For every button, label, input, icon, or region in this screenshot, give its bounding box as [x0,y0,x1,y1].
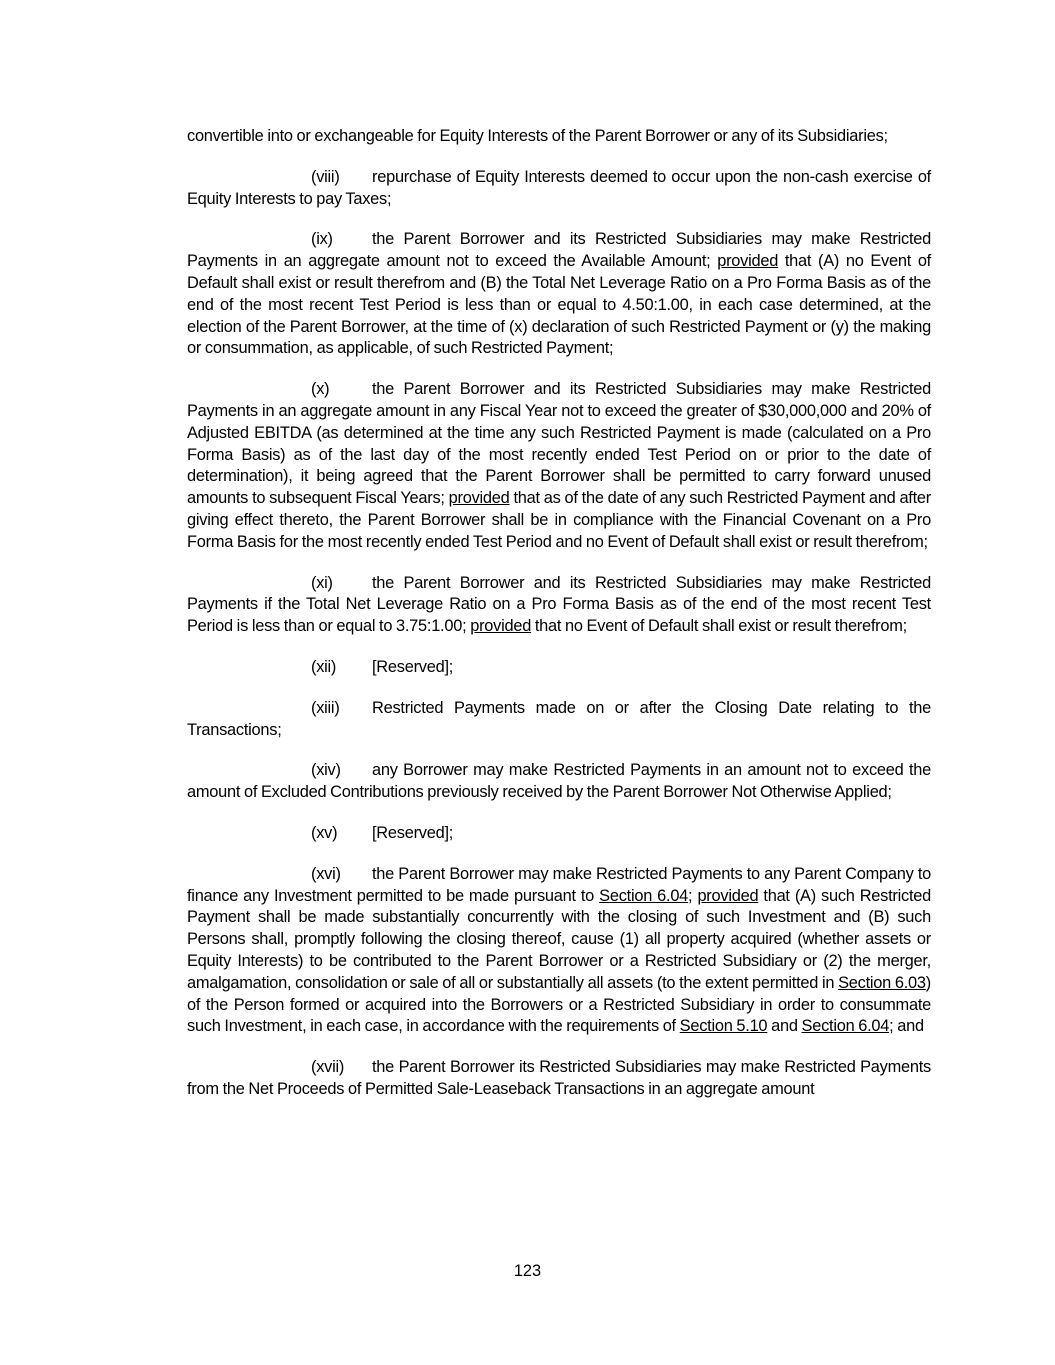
clause-number: (xii) [311,657,337,676]
clause-xii [187,657,931,679]
clause-number: (xv) [311,823,338,842]
clause-text: the Parent Borrower its Restricted Subsidiaries may make Restricted Payments from the Net Proceeds of Permitted Sale-Leaseback Transactions in an aggregate amount [187,1058,931,1098]
provided-term: provided [470,617,532,636]
clause-number: (xvii) [311,1058,345,1077]
clause-text: that (A) such Restricted Payment shall be made substantially concurrently with the closing of such Investment and (B) such Persons shall, promptly following the closing thereof, cause (1) all property acquired (whether assets or Equity Interests) to be contributed to the Parent Borrower or a Restricted Subsidiary or (2) the merger, amalgamation, consolidation or sale of all or substantially all assets (to the extent permitted in [187,886,931,992]
clause-text: the Parent Borrower and its Restricted Subsidiaries may make Restricted Payments in an aggregate amount not to exceed the Available Amount; [187,230,931,271]
clause-number: (ix) [311,230,333,249]
clause-text: any Borrower may make Restricted Payments in an amount not to exceed the amount of Excluded Contributions previously received by the Parent Borrower Not Otherwise Applied; [187,761,931,802]
clause-ix [187,229,931,360]
body-text [187,126,931,1120]
clause-xiv [187,760,931,804]
clause-xv [187,823,931,845]
intro-paragraph [187,126,931,148]
clause-text: the Parent Borrower and its Restricted Subsidiaries may make Restricted Payments if the Total Net Leverage Ratio on a Pro Forma Basis as of the end of the most recent Test Period is less than or equal to 3.75:1.00; [187,573,931,636]
section-reference: Section 6.04 [801,1017,890,1036]
clause-number: (xiii) [311,698,340,717]
section-reference: Section 6.03 [838,973,926,992]
clause-text: the Parent Borrower and its Restricted Subsidiaries may make Restricted Payments in an aggregate amount in any Fiscal Year not to exceed the greater of $30,000,000 and 20% of Adjusted EBITDA (as determined at the time any such Restricted Payment is made (calculated on a Pro Forma Basis) as of the last day of the most recently ended Test Period on or prior to the date of determination), it being agreed that the Parent Borrower shall be permitted to carry forward unused amounts to subsequent Fiscal Years; [187,380,931,508]
page-number: 123 [513,1262,542,1280]
clause-text: [Reserved]; [372,657,454,676]
clause-number: (xiv) [311,761,341,780]
clause-xiii [187,698,931,742]
section-reference: Section 5.10 [679,1017,768,1036]
clause-text: repurchase of Equity Interests deemed to occur upon the non-cash exercise of Equity Interests to pay Taxes; [187,167,931,208]
clause-text: ; [688,886,698,905]
provided-term: provided [448,489,510,508]
clause-viii [187,167,931,211]
clause-number: (viii) [311,167,340,186]
clause-text: [Reserved]; [372,823,454,842]
clause-text: ) of the Person formed or acquired into the Borrowers or a Restricted Subsidiary in order to consummate such Investment, in each case, in accordance with the requirements of [187,973,932,1036]
clause-x [187,379,931,553]
clause-text: that no Event of Default shall exist or result therefrom; [531,617,907,636]
clause-text: Restricted Payments made on or after the Closing Date relating to the Transactions; [187,698,931,739]
clause-xvi [187,864,931,1038]
section-reference: Section 6.04 [599,886,689,905]
provided-term: provided [697,886,759,905]
clause-number: (xi) [311,573,333,592]
clause-xi [187,573,931,638]
intro-text: convertible into or exchangeable for Equity Interests of the Parent Borrower or any of its Subsidiaries; [187,127,888,145]
clause-number: (xvi) [311,864,341,883]
clause-text: ; and [889,1017,924,1036]
provided-term: provided [717,252,779,271]
clause-text: the Parent Borrower may make Restricted Payments to any Parent Company to finance any Investment permitted to be made pursuant to [187,864,931,905]
clause-text: that (A) no Event of Default shall exist or result therefrom and (B) the Total Net Leverage Ratio on a Pro Forma Basis as of the end of the most recent Test Period is less than or equal to 4.50:1.00, in each case determined, at the election of the Parent Borrower, at the time of (x) declaration of such Restricted Payment or (y) the making or consummation, as applicable, of such Restricted Payment; [187,252,931,358]
clause-xvii [187,1057,931,1101]
clause-number: (x) [311,380,330,399]
clause-text: that as of the date of any such Restricted Payment and after giving effect thereto, the Parent Borrower shall be in compliance with the Financial Covenant on a Pro Forma Basis for the most recently ended Test Period and no Event of Default shall exist or result therefrom; [187,489,931,551]
clause-text: and [767,1017,802,1036]
